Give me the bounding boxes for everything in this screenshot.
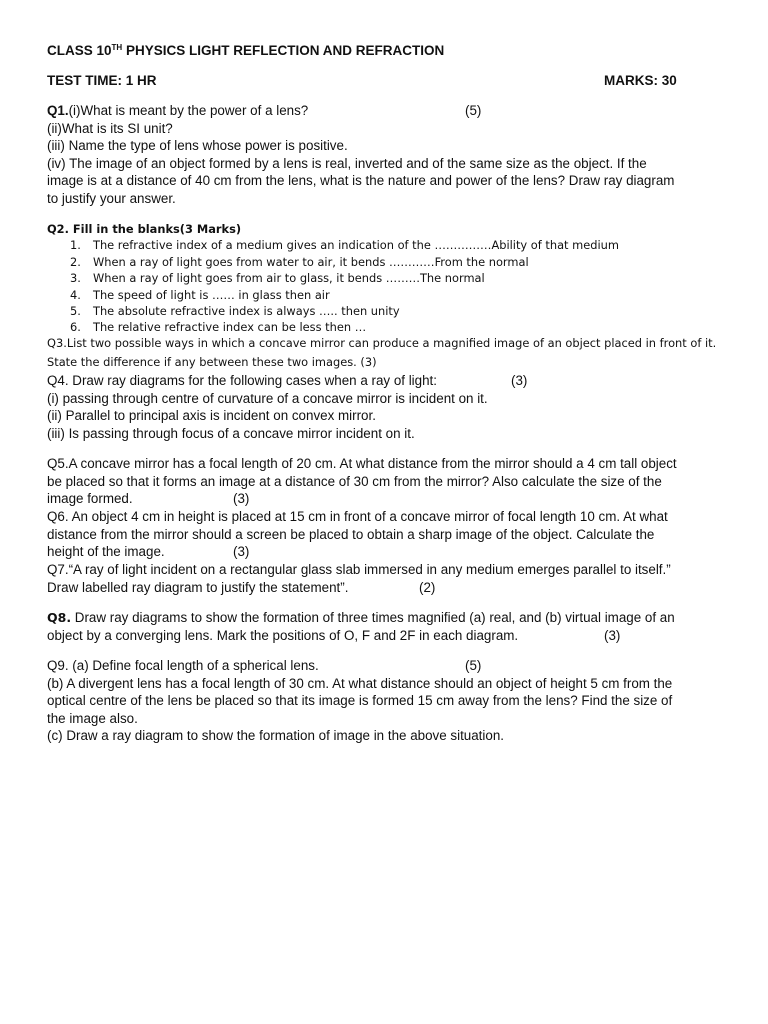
question-text: object by a converging lens. Mark the positions of O, F and 2F in each diagram. [47,627,519,643]
question-marks: (3) [604,627,621,643]
question-marks: (5) [465,658,482,673]
item-text: The absolute refractive index is always ….. then unity [93,303,400,318]
list-item [47,287,727,303]
question-text: Draw labelled ray diagram to justify the statement”. [47,579,349,595]
question-7 [47,561,727,596]
total-marks: MARKS: 30 [604,73,677,88]
question-number: Q8. [47,610,72,625]
question-8-line [47,609,727,627]
question-text: Q9. (a) Define focal length of a spherical lens. [47,658,319,673]
question-2-heading: Q2. Fill in the blanks(3 Marks) [47,222,242,236]
question-marks: (3) [511,373,528,388]
question-1-line [47,102,727,120]
title-text: CLASS 10 [47,43,112,58]
question-1-line: (iv) The image of an object formed by a lens is real, inverted and of the same size as the object. If the [47,155,647,171]
question-8 [47,609,727,644]
question-9 [47,657,727,745]
question-number: Q1. [47,103,69,118]
question-5-line: be placed so that it forms an image at a distance of 30 cm from the mirror? Also calculate the size of the [47,473,662,489]
item-text: The refractive index of a medium gives an indication of the ……………Ability of that medium [93,238,619,253]
question-9-line: optical centre of the lens be placed so that its image is formed 15 cm away from the lens? Find the size of [47,693,673,709]
question-1-line: image is at a distance of 40 cm from the lens, what is the nature and power of the lens? Draw ray diagram [47,173,675,189]
item-text: When a ray of light goes from air to glass, it bends ………The normal [93,271,485,286]
question-4-line: (iii) Is passing through focus of a concave mirror incident on it. [47,425,415,441]
title-text-rest: PHYSICS LIGHT REFLECTION AND REFRACTION [122,43,445,58]
question-9-line: (c) Draw a ray diagram to show the formation of image in the above situation. [47,728,504,744]
question-9-line: (b) A divergent lens has a focal length of 30 cm. At what distance should an object of height 5 cm from the [47,675,673,691]
question-4 [47,372,727,442]
question-marks: (3) [233,544,250,560]
question-4-line [47,372,727,390]
question-6-line: distance from the mirror should a screen be placed to obtain a sharp image of the object. Calculate the [47,526,655,542]
title-superscript: TH [111,43,123,52]
question-text: Q4. Draw ray diagrams for the following cases when a ray of light: [47,373,437,388]
question-text: Draw ray diagrams to show the formation of three times magnified (a) real, and (b) virtual image of an [71,610,675,625]
question-marks: (5) [465,103,482,118]
item-text: The speed of light is …… in glass then air [93,287,330,302]
test-time: TEST TIME: 1 HR [47,73,157,88]
question-3 [47,334,727,372]
item-number: 6. [70,320,81,335]
list-item [47,237,727,253]
question-1-line: to justify your answer. [47,190,176,206]
question-7-line [47,579,727,597]
question-3-line: Q3.List two possible ways in which a concave mirror can produce a magnified image of an object placed in front of it. [47,336,717,350]
question-text: height of the image. [47,544,165,560]
question-6-line [47,543,727,561]
item-text: The relative refractive index can be less then … [93,320,367,335]
question-text: (i)What is meant by the power of a lens? [68,103,309,118]
question-9-line [47,657,727,675]
question-5-line [47,490,727,508]
question-2 [47,221,727,336]
question-5-line: Q5.A concave mirror has a focal length of 20 cm. At what distance from the mirror should a 4 cm tall object [47,456,677,471]
question-marks: (2) [419,579,436,595]
question-8-line [47,627,727,645]
list-item [47,303,727,319]
question-marks: (3) [233,491,250,507]
page-title [47,43,444,58]
question-7-line: Q7.“A ray of light incident on a rectangular glass slab immersed in any medium emerges parallel to itself.” [47,562,671,577]
item-number: 2. [70,254,81,269]
list-item [47,270,727,286]
question-9-line: the image also. [47,710,138,726]
question-4-line: (ii) Parallel to principal axis is incident on convex mirror. [47,408,376,424]
question-6 [47,508,727,561]
question-1-line: (iii) Name the type of lens whose power is positive. [47,138,348,154]
item-number: 1. [70,238,81,253]
item-number: 5. [70,303,81,318]
question-3-line: State the difference if any between these two images. (3) [47,355,377,369]
question-4-line: (i) passing through centre of curvature of a concave mirror is incident on it. [47,390,488,406]
question-1-line: (ii)What is its SI unit? [47,120,173,136]
question-5 [47,455,727,508]
question-text: image formed. [47,491,133,507]
list-item [47,254,727,270]
item-text: When a ray of light goes from water to air, it bends …………From the normal [93,254,529,269]
question-6-line: Q6. An object 4 cm in height is placed at 15 cm in front of a concave mirror of focal length 10 cm. At what [47,509,668,524]
item-number: 4. [70,287,81,302]
question-1 [47,102,727,208]
item-number: 3. [70,271,81,286]
